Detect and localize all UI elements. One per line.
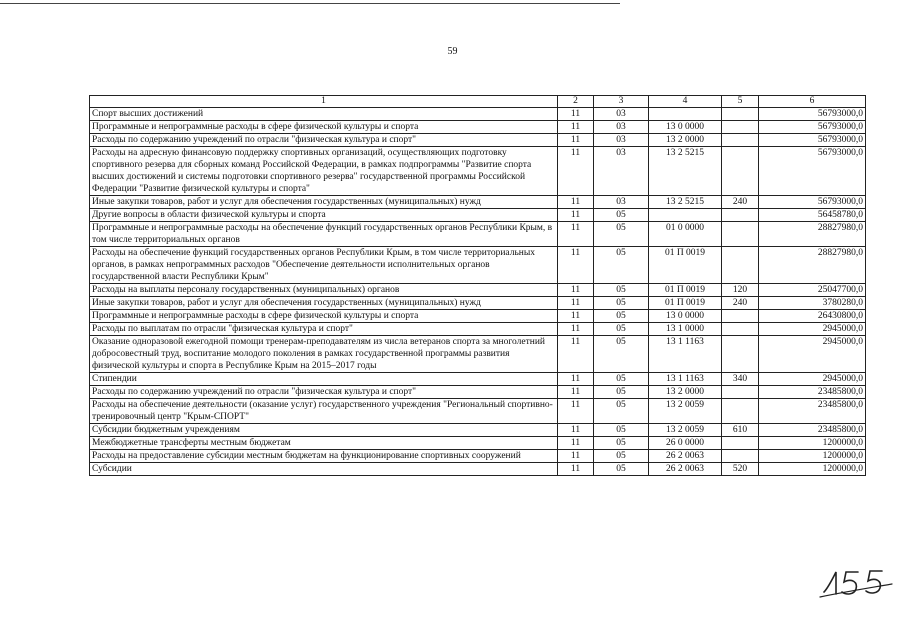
cell-target-article: 13 2 5215 xyxy=(649,147,722,196)
table-row xyxy=(90,134,866,147)
top-rule xyxy=(0,3,620,4)
cell-subsection: 05 xyxy=(594,373,649,386)
cell-name: Расходы на обеспечение деятельности (оказание услуг) государственного учреждения "Региональный спортивно-тренировочный центр "Крым-СПОРТ" xyxy=(90,399,558,424)
cell-subsection: 05 xyxy=(594,450,649,463)
cell-name: Другие вопросы в области физической культуры и спорта xyxy=(90,209,558,222)
cell-name: Стипендии xyxy=(90,373,558,386)
cell-amount: 56793000,0 xyxy=(759,108,866,121)
cell-section: 11 xyxy=(558,108,594,121)
cell-amount: 28827980,0 xyxy=(759,222,866,247)
cell-name: Спорт высших достижений xyxy=(90,108,558,121)
cell-amount: 2945000,0 xyxy=(759,336,866,373)
table-row xyxy=(90,247,866,284)
cell-subsection: 03 xyxy=(594,108,649,121)
cell-target-article: 26 2 0063 xyxy=(649,463,722,476)
handwritten-page-number xyxy=(814,562,894,600)
cell-expense-type: 120 xyxy=(722,284,759,297)
cell-section: 11 xyxy=(558,121,594,134)
cell-subsection: 05 xyxy=(594,247,649,284)
cell-name: Расходы на выплаты персоналу государственных (муниципальных) органов xyxy=(90,284,558,297)
cell-section: 11 xyxy=(558,373,594,386)
cell-expense-type xyxy=(722,209,759,222)
cell-expense-type xyxy=(722,121,759,134)
cell-subsection: 05 xyxy=(594,222,649,247)
cell-expense-type: 340 xyxy=(722,373,759,386)
cell-subsection: 03 xyxy=(594,147,649,196)
table-row xyxy=(90,399,866,424)
cell-amount: 23485800,0 xyxy=(759,399,866,424)
cell-subsection: 05 xyxy=(594,437,649,450)
cell-section: 11 xyxy=(558,284,594,297)
cell-target-article xyxy=(649,209,722,222)
table-row xyxy=(90,297,866,310)
header-col-1: 1 xyxy=(90,96,558,108)
cell-subsection: 05 xyxy=(594,209,649,222)
cell-expense-type xyxy=(722,323,759,336)
cell-amount: 28827980,0 xyxy=(759,247,866,284)
cell-name: Программные и непрограммные расходы на обеспечение функций государственных органов Республики Крым, в том числе территориальных органов xyxy=(90,222,558,247)
table-row xyxy=(90,450,866,463)
cell-expense-type xyxy=(722,134,759,147)
cell-amount: 2945000,0 xyxy=(759,373,866,386)
cell-amount: 1200000,0 xyxy=(759,463,866,476)
cell-expense-type xyxy=(722,437,759,450)
cell-section: 11 xyxy=(558,134,594,147)
cell-section: 11 xyxy=(558,209,594,222)
cell-subsection: 05 xyxy=(594,463,649,476)
cell-target-article: 13 2 0000 xyxy=(649,386,722,399)
cell-subsection: 03 xyxy=(594,121,649,134)
cell-amount: 3780280,0 xyxy=(759,297,866,310)
cell-target-article: 01 П 0019 xyxy=(649,247,722,284)
cell-amount: 25047700,0 xyxy=(759,284,866,297)
cell-expense-type xyxy=(722,247,759,284)
cell-expense-type: 610 xyxy=(722,424,759,437)
table-row xyxy=(90,386,866,399)
cell-expense-type xyxy=(722,336,759,373)
table-row xyxy=(90,147,866,196)
cell-target-article: 26 2 0063 xyxy=(649,450,722,463)
header-col-6: 6 xyxy=(759,96,866,108)
table-row xyxy=(90,463,866,476)
cell-name: Оказание одноразовой ежегодной помощи тренерам-преподавателям из числа ветеранов спорта за многолетний добросовестный труд, воспитание молодого поколения в рамках государственной программы развития физической культуры и спорта в Республике Крым на 2015–2017 годы xyxy=(90,336,558,373)
cell-name: Субсидии бюджетным учреждениям xyxy=(90,424,558,437)
cell-section: 11 xyxy=(558,310,594,323)
cell-section: 11 xyxy=(558,196,594,209)
cell-name: Программные и непрограммные расходы в сфере физической культуры и спорта xyxy=(90,121,558,134)
cell-target-article: 26 0 0000 xyxy=(649,437,722,450)
cell-expense-type xyxy=(722,450,759,463)
cell-amount: 56793000,0 xyxy=(759,121,866,134)
cell-subsection: 05 xyxy=(594,323,649,336)
cell-target-article: 01 0 0000 xyxy=(649,222,722,247)
cell-amount: 26430800,0 xyxy=(759,310,866,323)
table-row xyxy=(90,437,866,450)
cell-expense-type: 240 xyxy=(722,196,759,209)
cell-section: 11 xyxy=(558,386,594,399)
cell-expense-type xyxy=(722,310,759,323)
cell-section: 11 xyxy=(558,463,594,476)
cell-target-article: 13 2 0000 xyxy=(649,134,722,147)
table-row xyxy=(90,222,866,247)
header-col-4: 4 xyxy=(649,96,722,108)
cell-subsection: 03 xyxy=(594,196,649,209)
cell-target-article: 13 0 0000 xyxy=(649,310,722,323)
cell-section: 11 xyxy=(558,247,594,284)
page-number: 59 xyxy=(447,46,458,57)
cell-target-article: 01 П 0019 xyxy=(649,297,722,310)
cell-amount: 1200000,0 xyxy=(759,450,866,463)
cell-expense-type xyxy=(722,222,759,247)
cell-section: 11 xyxy=(558,437,594,450)
header-col-3: 3 xyxy=(594,96,649,108)
table-row xyxy=(90,108,866,121)
table-row xyxy=(90,336,866,373)
cell-name: Расходы на обеспечение функций государственных органов Республики Крым, в том числе территориальных органов, в рамках непрограммных расходов "Обеспечение деятельности исполнительных органов государственной власти Республики Крым" xyxy=(90,247,558,284)
cell-amount: 56458780,0 xyxy=(759,209,866,222)
cell-expense-type xyxy=(722,147,759,196)
table-row xyxy=(90,310,866,323)
header-col-2: 2 xyxy=(558,96,594,108)
cell-expense-type xyxy=(722,399,759,424)
cell-target-article: 13 2 5215 xyxy=(649,196,722,209)
cell-target-article xyxy=(649,108,722,121)
cell-amount: 56793000,0 xyxy=(759,134,866,147)
cell-name: Расходы по содержанию учреждений по отрасли "физическая культура и спорт" xyxy=(90,386,558,399)
cell-target-article: 13 1 1163 xyxy=(649,336,722,373)
cell-name: Субсидии xyxy=(90,463,558,476)
cell-expense-type xyxy=(722,386,759,399)
cell-subsection: 03 xyxy=(594,134,649,147)
cell-section: 11 xyxy=(558,297,594,310)
cell-subsection: 05 xyxy=(594,386,649,399)
cell-amount: 2945000,0 xyxy=(759,323,866,336)
cell-target-article: 13 2 0059 xyxy=(649,399,722,424)
cell-target-article: 13 1 0000 xyxy=(649,323,722,336)
cell-subsection: 05 xyxy=(594,284,649,297)
cell-name: Программные и непрограммные расходы в сфере физической культуры и спорта xyxy=(90,310,558,323)
cell-target-article: 13 1 1163 xyxy=(649,373,722,386)
cell-subsection: 05 xyxy=(594,297,649,310)
cell-expense-type xyxy=(722,108,759,121)
table-row xyxy=(90,424,866,437)
table-row xyxy=(90,196,866,209)
table-row xyxy=(90,209,866,222)
header-col-5: 5 xyxy=(722,96,759,108)
cell-section: 11 xyxy=(558,399,594,424)
cell-amount: 56793000,0 xyxy=(759,147,866,196)
cell-section: 11 xyxy=(558,323,594,336)
cell-amount: 23485800,0 xyxy=(759,424,866,437)
cell-name: Межбюджетные трансферты местным бюджетам xyxy=(90,437,558,450)
cell-name: Расходы на адресную финансовую поддержку спортивных организаций, осуществляющих подготовку спортивного резерва для сборных команд Российской Федерации, в рамках подпрограммы "Развитие спорта высших достижений и системы подготовки спортивного резерва" государственной программы Российской Федерации "Развитие физической культуры и спорта" xyxy=(90,147,558,196)
cell-amount: 23485800,0 xyxy=(759,386,866,399)
cell-name: Иные закупки товаров, работ и услуг для обеспечения государственных (муниципальных) нужд xyxy=(90,196,558,209)
table-row xyxy=(90,373,866,386)
cell-section: 11 xyxy=(558,336,594,373)
cell-target-article: 13 0 0000 xyxy=(649,121,722,134)
cell-subsection: 05 xyxy=(594,424,649,437)
cell-section: 11 xyxy=(558,147,594,196)
cell-expense-type: 520 xyxy=(722,463,759,476)
cell-target-article: 01 П 0019 xyxy=(649,284,722,297)
cell-expense-type: 240 xyxy=(722,297,759,310)
header-row xyxy=(90,96,866,108)
budget-table xyxy=(89,95,866,476)
cell-target-article: 13 2 0059 xyxy=(649,424,722,437)
cell-name: Расходы по выплатам по отрасли "физическая культура и спорт" xyxy=(90,323,558,336)
cell-amount: 1200000,0 xyxy=(759,437,866,450)
cell-subsection: 05 xyxy=(594,310,649,323)
table-row xyxy=(90,284,866,297)
table-row xyxy=(90,323,866,336)
cell-section: 11 xyxy=(558,424,594,437)
cell-amount: 56793000,0 xyxy=(759,196,866,209)
cell-section: 11 xyxy=(558,222,594,247)
table-row xyxy=(90,121,866,134)
cell-name: Иные закупки товаров, работ и услуг для обеспечения государственных (муниципальных) нужд xyxy=(90,297,558,310)
cell-section: 11 xyxy=(558,450,594,463)
cell-name: Расходы на предоставление субсидии местным бюджетам на функционирование спортивных сооружений xyxy=(90,450,558,463)
cell-name: Расходы по содержанию учреждений по отрасли "физическая культура и спорт" xyxy=(90,134,558,147)
cell-subsection: 05 xyxy=(594,399,649,424)
cell-subsection: 05 xyxy=(594,336,649,373)
